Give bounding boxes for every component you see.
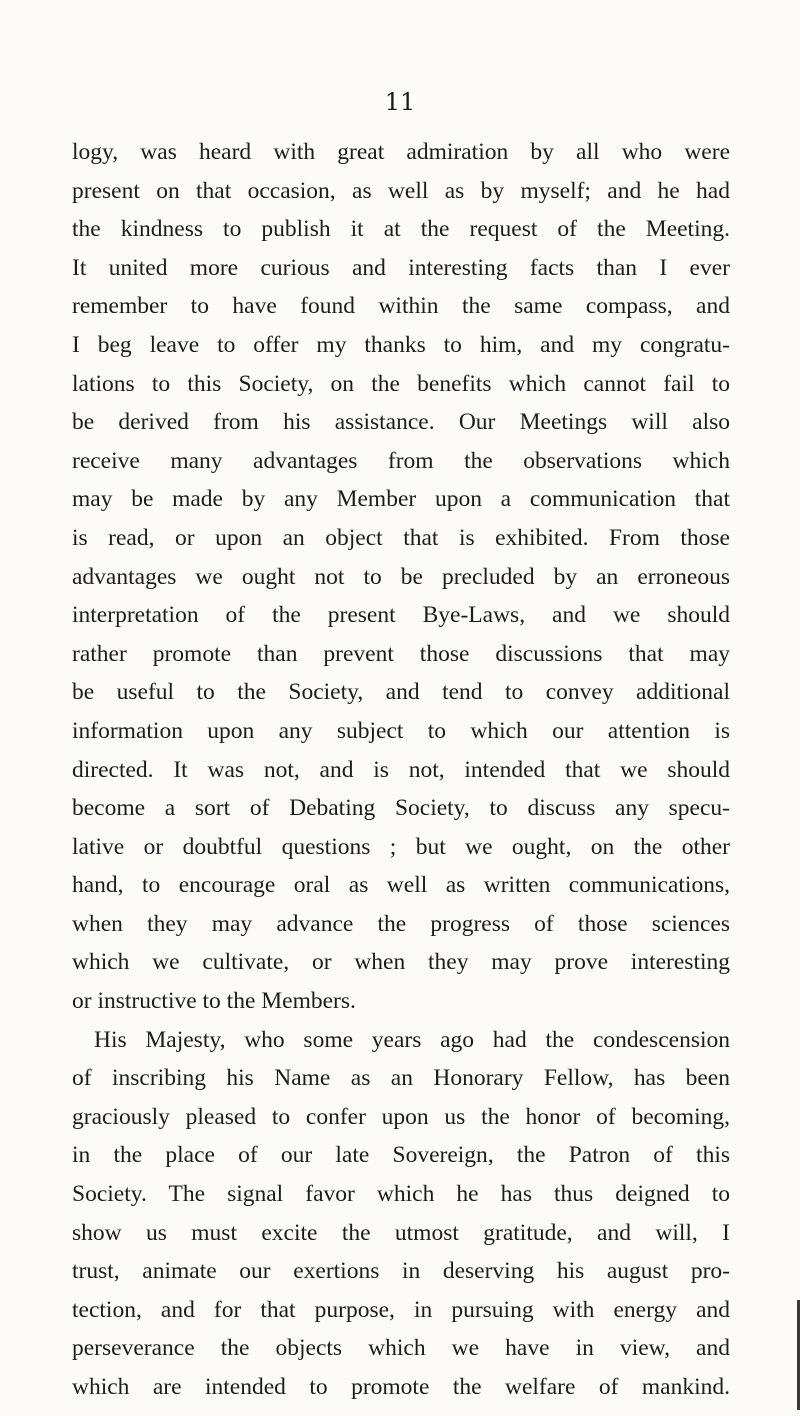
text-line: advantages we ought not to be precluded by an erroneous <box>72 563 730 590</box>
text-line: receive many advantages from the observations which <box>72 447 730 474</box>
text-line: graciously pleased to confer upon us the honor of becoming, <box>72 1103 730 1130</box>
page-number: 11 <box>384 88 416 116</box>
paragraph-1 <box>72 133 730 1021</box>
text-line: It united more curious and interesting facts than I ever <box>72 254 730 281</box>
text-line: trust, animate our exertions in deserving his august pro- <box>72 1258 730 1285</box>
text-line: tection, and for that purpose, in pursuing with energy and <box>72 1296 730 1323</box>
text-line: lations to this Society, on the benefits which cannot fail to <box>72 370 730 397</box>
text-line: logy, was heard with great admiration by all who were <box>72 139 730 165</box>
text-line: which we cultivate, or when they may prove interesting <box>72 949 730 976</box>
text-line: be derived from his assistance. Our Meetings will also <box>72 409 730 436</box>
text-line: present on that occasion, as well as by myself; and he had <box>72 177 730 204</box>
text-line: His Majesty, who some years ago had the condescension <box>94 1026 730 1053</box>
text-line: which are intended to promote the welfare of mankind. <box>72 1374 730 1400</box>
text-line: information upon any subject to which our attention is <box>72 717 730 744</box>
text-line: I beg leave to offer my thanks to him, and my congratu- <box>72 331 730 358</box>
text-line: perseverance the objects which we have in view, and <box>72 1335 730 1362</box>
paragraph-2 <box>72 1021 730 1407</box>
text-line: is read, or upon an object that is exhibited. From those <box>72 524 730 551</box>
text-line: interpretation of the present Bye-Laws, and we should <box>72 602 730 629</box>
text-line: directed. It was not, and is not, intended that we should <box>72 756 730 783</box>
text-line: may be made by any Member upon a communication that <box>72 486 730 513</box>
text-line: lative or doubtful questions ; but we ought, on the other <box>72 833 730 860</box>
text-line: of inscribing his Name as an Honorary Fellow, has been <box>72 1065 730 1092</box>
text-line: in the place of our late Sovereign, the Patron of this <box>72 1142 730 1169</box>
text-line: when they may advance the progress of those sciences <box>72 910 730 937</box>
text-line: become a sort of Debating Society, to discuss any specu- <box>72 795 730 822</box>
text-line: show us must excite the utmost gratitude, and will, I <box>72 1219 730 1246</box>
text-line: or instructive to the Members. <box>72 988 356 1015</box>
text-line: hand, to encourage oral as well as written communications, <box>72 872 730 899</box>
text-line: the kindness to publish it at the request of the Meeting. <box>72 216 730 243</box>
text-line: rather promote than prevent those discussions that may <box>72 640 730 667</box>
text-line: be useful to the Society, and tend to convey additional <box>72 679 730 706</box>
text-line: remember to have found within the same compass, and <box>72 293 730 320</box>
body-text <box>72 133 730 1407</box>
text-line: Society. The signal favor which he has thus deigned to <box>72 1181 730 1208</box>
